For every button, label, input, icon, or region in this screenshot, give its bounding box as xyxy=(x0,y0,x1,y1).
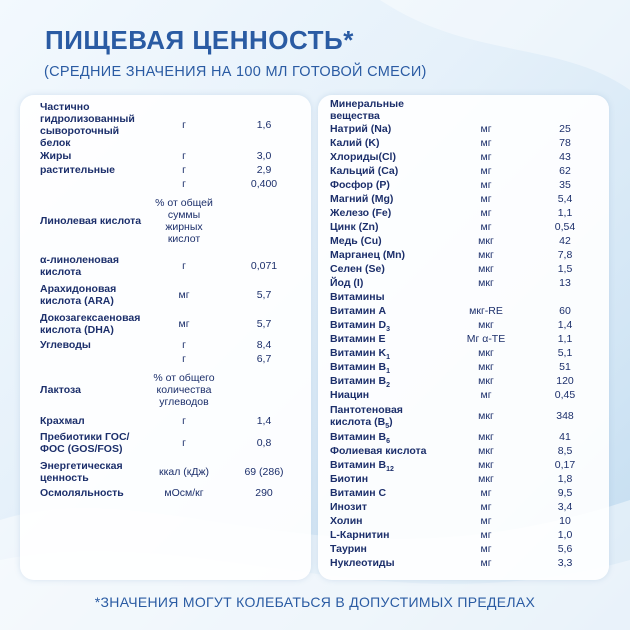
table-row xyxy=(328,528,606,542)
nutrition-panel-left xyxy=(20,95,311,580)
nutrient-value: 25 xyxy=(559,123,571,135)
table-row xyxy=(38,486,310,500)
nutrient-unit: мкг xyxy=(478,263,494,275)
nutrient-name: Углеводы xyxy=(40,339,91,351)
table-row xyxy=(328,374,606,388)
table-row xyxy=(328,304,606,318)
nutrient-value: 1,1 xyxy=(557,333,573,345)
nutrient-value xyxy=(218,366,310,414)
nutrient-unit: мг xyxy=(480,487,492,499)
nutrient-name: Фолиевая кислота xyxy=(330,445,427,457)
table-row xyxy=(328,332,606,346)
nutrient-unit: мг xyxy=(178,288,190,301)
table-row xyxy=(38,457,310,486)
table-row xyxy=(328,220,606,234)
table-row xyxy=(328,542,606,556)
nutrient-unit: мкг xyxy=(478,410,494,422)
nutrient-value: 5,1 xyxy=(557,347,573,359)
nutrient-name: Осмоляльность xyxy=(40,487,124,499)
nutrient-value: 5,7 xyxy=(256,317,272,330)
nutrient-unit: мкг xyxy=(478,431,494,443)
nutrient-name: Витамин $B_6$ xyxy=(330,431,390,446)
table-row xyxy=(328,122,606,136)
nutrient-name: Биотин xyxy=(330,473,369,485)
nutrient-value: 0,071 xyxy=(250,259,278,272)
nutrient-value: 1,4 xyxy=(557,319,573,331)
nutrient-name: Фосфор (P) xyxy=(330,179,390,191)
table-row xyxy=(38,338,310,352)
nutrient-name: Витамин Е xyxy=(330,333,386,345)
nutrient-unit: % от общей суммы жирных кислот xyxy=(155,197,213,245)
nutrient-unit: мг xyxy=(480,165,492,177)
nutrient-value: 60 xyxy=(559,305,571,317)
nutrient-unit: г xyxy=(182,178,186,190)
table-row xyxy=(38,163,310,177)
nutrient-unit: г xyxy=(182,150,186,162)
nutrient-name: Частично гидролизованный сывороточный белок xyxy=(40,101,135,149)
table-row xyxy=(328,402,606,430)
nutrient-unit: мг xyxy=(480,123,492,135)
table-row xyxy=(328,192,606,206)
nutrient-name: Инозит xyxy=(330,501,367,513)
nutrient-name: Крахмал xyxy=(40,415,85,427)
nutrient-name: Арахидоновая кислота (ARA) xyxy=(40,282,117,307)
nutrient-name: Витамин $D_3$ xyxy=(330,319,390,334)
table-row xyxy=(328,444,606,458)
table-row xyxy=(328,486,606,500)
table-row xyxy=(328,388,606,402)
nutrient-unit: мг xyxy=(480,207,492,219)
nutrient-name: L-Карнитин xyxy=(330,529,390,541)
nutrient-value: 6,7 xyxy=(256,353,272,365)
nutrient-value: 348 xyxy=(556,410,574,422)
nutrient-value xyxy=(524,98,606,122)
table-row xyxy=(328,136,606,150)
table-row xyxy=(328,472,606,486)
nutrient-name: Медь (Cu) xyxy=(330,235,382,247)
table-row xyxy=(38,149,310,163)
nutrient-value: 120 xyxy=(556,375,574,387)
nutrient-name: Марганец (Mn) xyxy=(330,249,406,261)
nutrient-name: α-линоленовая кислота xyxy=(40,253,119,278)
nutrient-value: 3,0 xyxy=(256,150,272,162)
nutrient-unit: Мг α-ТЕ xyxy=(466,333,506,345)
nutrient-value: 35 xyxy=(559,179,571,191)
table-row xyxy=(328,290,606,304)
nutrient-value: 43 xyxy=(559,151,571,163)
nutrient-unit: мОсм/кг xyxy=(164,487,204,499)
page-title: ПИЩЕВАЯ ЦЕННОСТЬ* xyxy=(45,25,354,55)
nutrient-unit: мг xyxy=(480,151,492,163)
nutrient-unit: % от общего количества углеводов xyxy=(153,372,215,408)
nutrient-unit: г xyxy=(182,339,186,351)
nutrient-name: Витамин $K_1$ xyxy=(330,347,390,362)
nutrient-name: Железо (Fe) xyxy=(330,207,392,219)
nutrient-value: 1,8 xyxy=(557,473,573,485)
nutrient-unit: мкг xyxy=(478,319,494,331)
nutrient-name: Натрий (Na) xyxy=(330,123,392,135)
nutrient-name: Селен (Se) xyxy=(330,263,385,275)
nutrient-name: Витамин $B_1$ xyxy=(330,361,390,376)
nutrient-name: Пребиотики ГОС/ФОС (GOS/FOS) xyxy=(40,430,130,455)
nutrient-unit: мг xyxy=(178,317,190,330)
nutrient-value: 0,400 xyxy=(250,178,278,190)
nutrient-unit: мкг xyxy=(478,249,494,261)
table-row xyxy=(38,101,310,149)
nutrient-value: 51 xyxy=(559,361,571,373)
nutrient-value: 3,4 xyxy=(557,501,573,513)
nutrient-value: 1,5 xyxy=(557,263,573,275)
nutrient-name: Кальций (Ca) xyxy=(330,165,399,177)
nutrient-name: Калий (K) xyxy=(330,137,380,149)
nutrient-value: 42 xyxy=(559,235,571,247)
table-row xyxy=(328,262,606,276)
nutrient-value: 9,5 xyxy=(557,487,573,499)
nutrient-value: 41 xyxy=(559,431,571,443)
nutrient-value: 2,9 xyxy=(256,164,272,176)
nutrient-name: Витамин $B_2$ xyxy=(330,375,390,390)
nutrient-value: 8,4 xyxy=(256,339,272,351)
nutrient-name: Нуклеотиды xyxy=(330,557,395,569)
nutrient-name: Йод (I) xyxy=(330,277,364,289)
table-row xyxy=(328,206,606,220)
nutrient-unit: мкг-RE xyxy=(469,305,503,317)
nutrient-value: 69 (286) xyxy=(244,465,284,478)
nutrient-name: Минеральные вещества xyxy=(330,98,404,122)
table-row xyxy=(38,366,310,414)
nutrient-value: 1,1 xyxy=(557,207,573,219)
nutrient-unit: мкг xyxy=(478,361,494,373)
nutrient-value: 10 xyxy=(559,515,571,527)
nutrient-value: 0,8 xyxy=(256,436,272,449)
nutrient-unit: мкг xyxy=(478,235,494,247)
nutrient-unit: г xyxy=(182,436,186,449)
nutrient-value: 1,0 xyxy=(557,529,573,541)
nutrient-value: 5,6 xyxy=(557,543,573,555)
table-row xyxy=(328,164,606,178)
nutrient-value: 0,17 xyxy=(554,459,576,471)
nutrient-value: 1,6 xyxy=(256,119,272,131)
table-row xyxy=(328,234,606,248)
nutrient-value xyxy=(218,191,310,251)
nutrient-name: Энергетическая ценность xyxy=(40,459,123,484)
nutrient-name: Линолевая кислота xyxy=(40,215,142,227)
page-subtitle: (СРЕДНИЕ ЗНАЧЕНИЯ НА 100 МЛ ГОТОВОЙ СМЕСИ) xyxy=(44,64,427,80)
nutrient-value: 290 xyxy=(255,487,273,499)
nutrient-name: Таурин xyxy=(330,543,367,555)
table-row xyxy=(328,458,606,472)
table-row xyxy=(328,98,606,122)
nutrient-unit: г xyxy=(182,415,186,427)
nutrient-unit: мг xyxy=(480,557,492,569)
nutrient-name: Витамин С xyxy=(330,487,387,499)
nutrient-unit: ккал (кДж) xyxy=(158,465,210,478)
nutrient-unit: мкг xyxy=(478,347,494,359)
nutrient-name: Лактоза xyxy=(40,384,81,396)
nutrient-unit: мкг xyxy=(478,375,494,387)
nutrient-unit: мкг xyxy=(478,473,494,485)
nutrient-value xyxy=(524,290,606,304)
footnote: *ЗНАЧЕНИЯ МОГУТ КОЛЕБАТЬСЯ В ДОПУСТИМЫХ ПРЕДЕЛАХ xyxy=(94,594,536,610)
nutrient-name: Докозагексаеновая кислота (DHA) xyxy=(40,311,141,336)
table-row xyxy=(328,430,606,444)
table-row xyxy=(38,280,310,309)
table-row xyxy=(328,346,606,360)
nutrient-unit: мкг xyxy=(478,277,494,289)
nutrition-panel-right xyxy=(318,95,609,580)
table-row xyxy=(328,150,606,164)
nutrient-unit: мг xyxy=(480,389,492,401)
nutrient-unit: мг xyxy=(480,515,492,527)
table-row xyxy=(328,248,606,262)
nutrient-unit: мг xyxy=(480,193,492,205)
nutrient-name: Холин xyxy=(330,515,363,527)
table-row xyxy=(328,360,606,374)
table-row xyxy=(38,177,310,191)
nutrient-name: Витамин А xyxy=(330,305,387,317)
table-row xyxy=(328,500,606,514)
nutrient-value: 0,54 xyxy=(554,221,576,233)
nutrient-name: Витамин $B_{12}$ xyxy=(330,459,394,474)
table-row xyxy=(38,428,310,457)
nutrient-unit: мг xyxy=(480,221,492,233)
nutrient-unit: мг xyxy=(480,543,492,555)
nutrient-value: 3,3 xyxy=(557,557,573,569)
table-row xyxy=(38,352,310,366)
nutrient-unit: г xyxy=(182,259,186,272)
nutrient-value: 78 xyxy=(559,137,571,149)
nutrient-unit: г xyxy=(182,119,186,131)
nutrient-value: 7,8 xyxy=(557,249,573,261)
nutrient-value: 62 xyxy=(559,165,571,177)
table-row xyxy=(38,309,310,338)
nutrient-unit: мг xyxy=(480,529,492,541)
nutrient-value: 5,7 xyxy=(256,288,272,301)
nutrient-value: 8,5 xyxy=(557,445,573,457)
nutrient-unit: мг xyxy=(480,501,492,513)
table-row xyxy=(328,514,606,528)
table-row xyxy=(328,318,606,332)
nutrient-unit: мг xyxy=(480,179,492,191)
nutrient-unit: мкг xyxy=(478,445,494,457)
table-row xyxy=(38,251,310,280)
table-row xyxy=(328,556,606,570)
nutrient-name: Жиры xyxy=(40,150,72,162)
nutrient-name: Хлориды(Cl) xyxy=(330,151,396,163)
nutrient-value: 1,4 xyxy=(256,415,272,427)
nutrient-name xyxy=(38,352,150,366)
nutrient-unit: мг xyxy=(480,137,492,149)
nutrient-unit xyxy=(448,98,524,122)
nutrient-value: 5,4 xyxy=(557,193,573,205)
nutrition-table-right xyxy=(328,98,606,570)
nutrient-unit: мкг xyxy=(478,459,494,471)
table-row xyxy=(328,178,606,192)
nutrient-name: Пантотеновая кислота $(B_5)$ xyxy=(330,404,403,431)
nutrient-name: Магний (Mg) xyxy=(330,193,394,205)
nutrient-name: Цинк (Zn) xyxy=(330,221,379,233)
nutrient-name: Ниацин xyxy=(330,389,370,401)
nutrient-unit xyxy=(448,290,524,304)
nutrient-unit: г xyxy=(182,353,186,365)
nutrient-value: 0,45 xyxy=(554,389,576,401)
nutrition-table-left xyxy=(38,101,310,500)
nutrient-unit: г xyxy=(182,164,186,176)
table-row xyxy=(38,191,310,251)
table-row xyxy=(38,414,310,428)
nutrient-name xyxy=(38,177,150,191)
nutrient-name: Витамины xyxy=(330,291,385,303)
nutrient-value: 13 xyxy=(559,277,571,289)
nutrient-name: растительные xyxy=(40,164,115,176)
table-row xyxy=(328,276,606,290)
